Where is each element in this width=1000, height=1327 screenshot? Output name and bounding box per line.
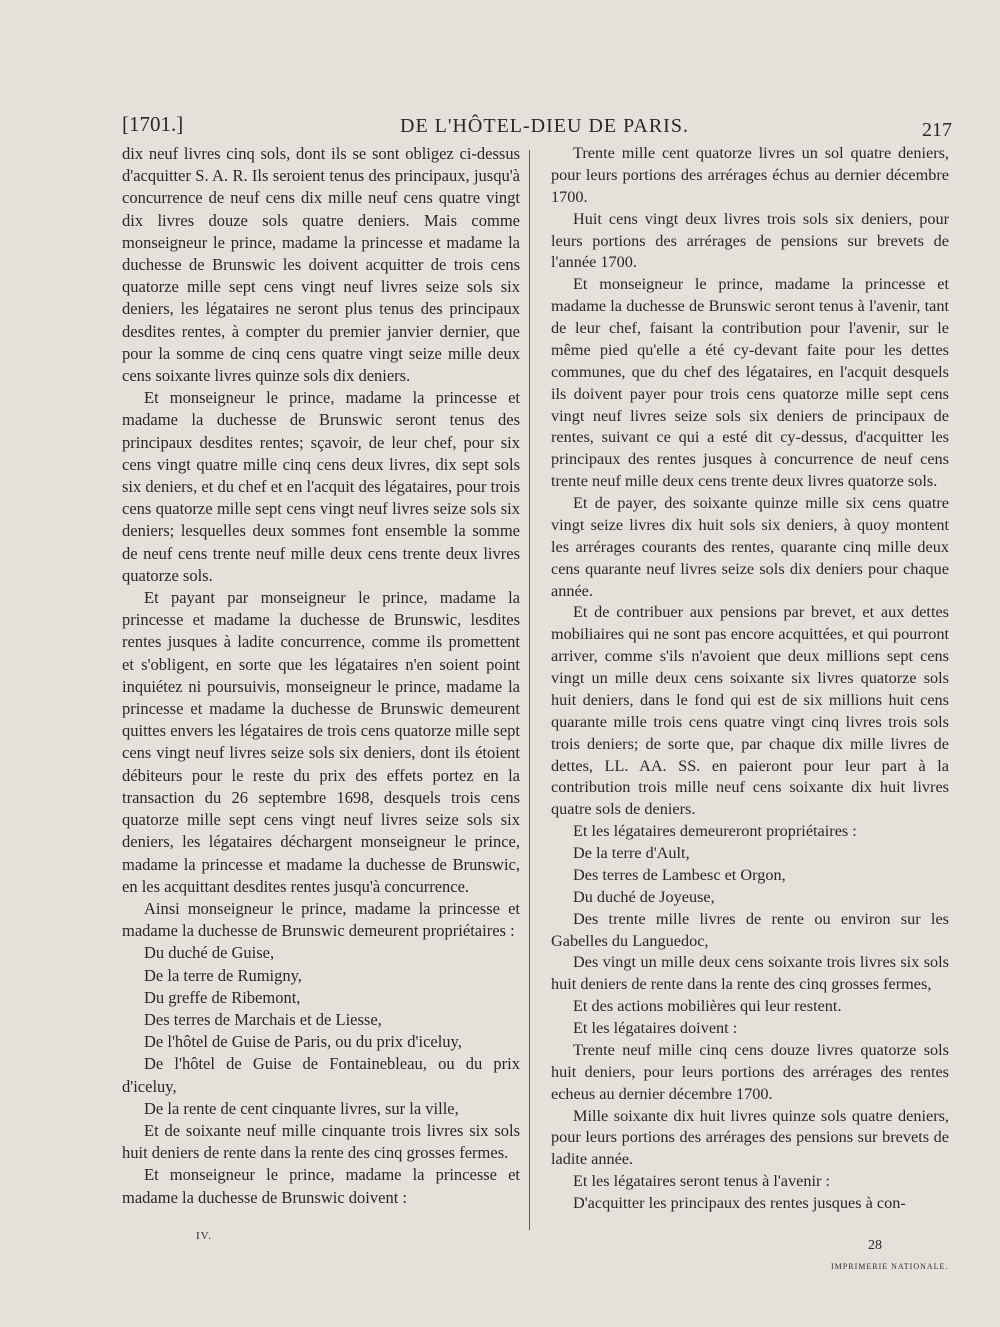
list-item: Des terres de Marchais et de Liesse, [144, 1009, 382, 1029]
paragraph: Et de payer, des soixante quinze mille six cens quatre vingt seize livres dix huit sols six deniers, à quoy montent les arrérages courants des rentes, quarante cinq mille deux cens quarante neuf livres seize sols dix deniers pour chaque année. [551, 494, 949, 600]
paragraph: Et monseigneur le prince, madame la princesse et madame la duchesse de Brunswic seront tenus des principaux desdites rentes; sçavoir, de leur chef, pour six cens vingt quatre mille cinq cens deux livres, dix sept sols six deniers, et du chef et en l'acquit des légataires, pour trois cens quatorze mille sept cens vingt neuf livres seize sols six deniers; lesquelles deux sommes font ensemble la somme de neuf cens trente neuf mille deux cens trente deux livres quatorze sols. [122, 388, 520, 585]
list-item: De la rente de cent cinquante livres, sur la ville, [144, 1098, 459, 1118]
page-header [122, 112, 952, 142]
list-item: De l'hôtel de Guise de Paris, ou du prix d'iceluy, [144, 1032, 462, 1052]
paragraph: Huit cens vingt deux livres trois sols six deniers, pour leurs portions des arrérages de pensions sur brevets de l'année 1700. [551, 209, 949, 272]
paragraph: Et de contribuer aux pensions par brevet, et aux dettes mobiliaires qui ne sont pas encore acquittées, et qui pourront arriver, comme s'ils n'avoient que deux millions sept cens vingt un mille deux cens soixante six livres quatorze sols huit deniers, dans le fond qui est de six millions huit cens quarante mille trois cens quatre vingt cinq livres trois sols trois deniers; de sorte que, par chaque dix mille livres de dettes, LL. AA. SS. en paieront pour leur part à la contribution trois mille neuf cens soixante dix huit livres quatre sols de deniers. [551, 603, 949, 819]
paragraph: Et les légataires demeureront propriétaires : [573, 822, 857, 841]
signature-number: 28 [868, 1238, 882, 1253]
paragraph: dix neuf livres cinq sols, dont ils se sont obligez ci-dessus d'acquitter S. A. R. Ils seroient tenus des principaux, jusqu'à concurrence de neuf cens dix mille neuf cens quatre vingt dix livres douze sols quatre deniers. Mais comme monseigneur le prince, madame la princesse et madame la duchesse de Brunswic les doivent acquitter de trois cens quatorze mille sept cens vingt neuf livres seize sols six deniers, les légataires ne seront plus tenus des principaux desdites rentes, à compter du premier janvier dernier, que pour la somme de cinq cens quatre vingt seize mille deux cens soixante livres quinze sols dix deniers. [122, 144, 520, 386]
signature-mark: IV. [196, 1230, 212, 1242]
paragraph: Et les légataires doivent : [573, 1019, 738, 1037]
paragraph: Mille soixante dix huit livres quinze sols quatre deniers, pour leurs portions des arrérages des pensions sur brevets de ladite année. [551, 1106, 949, 1169]
list-item: Du duché de Joyeuse, [573, 887, 715, 906]
paragraph: Et payant par monseigneur le prince, madame la princesse et madame la duchesse de Brunswic, lesdites rentes jusques à ladite concurrence, comme ils promettent et s'obligent, en sorte que les légataires n'en soient point inquiétez ni poursuivis, monseigneur le prince, madame la princesse et madame la duchesse de Brunswic demeurent quittes envers les légataires de trois cens quatorze mille sept cens vingt neuf livres seize sols six deniers, dont ils étoient débiteurs pour le reste du prix des effets portez en la transaction du 26 septembre 1698, desquels trois cens quatorze mille sept cens vingt neuf livres seize sols six deniers, les légataires déchargent monseigneur le prince, madame la princesse et madame la duchesse de Brunswic, en les acquittant desdites rentes jusqu'à concurrence. [122, 588, 520, 896]
paragraph: Et monseigneur le prince, madame la princesse et madame la duchesse de Brunswic seront tenus à l'avenir, tant de leur chef, faisant la contribution pour l'avenir, sur le même pied qu'elle a été cy-devant faite pour les dettes communes, que du chef des légataires, en l'acquit desquels ils doivent payer pour trois cens quatorze mille sept cens vingt neuf livres seize sols six deniers de principaux de rentes, suivant ce qui a esté dit cy-dessus, d'acquitter les principaux des rentes jusques à concurrence de neuf cens trente neuf mille deux cens trente deux livres quatorze sols. [551, 275, 949, 491]
paragraph: D'acquitter les principaux des rentes jusques à con- [573, 1194, 906, 1212]
list-item: Des trente mille livres de rente ou environ sur les Gabelles du Languedoc, [551, 909, 949, 950]
paragraph: Trente neuf mille cinq cens douze livres quatorze sols huit deniers, pour leurs portions des arrérages des rentes echeus au dernier décembre 1700. [551, 1040, 949, 1103]
paragraph: Et de soixante neuf mille cinquante trois livres six sols huit deniers de rente dans la rente des cinq grosses fermes. [122, 1120, 520, 1163]
list-item: Des terres de Lambesc et Orgon, [573, 865, 786, 884]
running-title: DE L'HÔTEL-DIEU DE PARIS. [400, 115, 689, 137]
right-column [551, 143, 949, 1215]
list-item: Des vingt un mille deux cens soixante trois livres six sols huit deniers de rente dans la rente des cinq grosses fermes, [551, 953, 949, 994]
paragraph: Et monseigneur le prince, madame la princesse et madame la duchesse de Brunswic doivent : [122, 1165, 520, 1207]
page-number: 217 [922, 119, 952, 141]
list-item: Du greffe de Ribemont, [144, 987, 301, 1007]
paragraph: Trente mille cent quatorze livres un sol quatre deniers, pour leurs portions des arrérages échus au dernier décembre 1700. [551, 144, 949, 206]
paragraph: Et les légataires seront tenus à l'avenir : [573, 1172, 830, 1191]
printer-imprint: IMPRIMERIE NATIONALE. [831, 1262, 949, 1271]
list-item: De la terre d'Ault, [573, 844, 690, 862]
list-item: De la terre de Rumigny, [144, 965, 302, 985]
list-item: De l'hôtel de Guise de Fontainebleau, ou du prix d'iceluy, [122, 1054, 520, 1096]
paragraph: Ainsi monseigneur le prince, madame la princesse et madame la duchesse de Brunswic demeurent propriétaires : [122, 898, 520, 941]
list-item: Du duché de Guise, [144, 943, 275, 963]
paragraph: Et des actions mobilières qui leur restent. [573, 997, 842, 1016]
left-column [122, 143, 520, 1209]
year-marker: [1701.] [122, 112, 184, 136]
column-divider [529, 150, 530, 1230]
